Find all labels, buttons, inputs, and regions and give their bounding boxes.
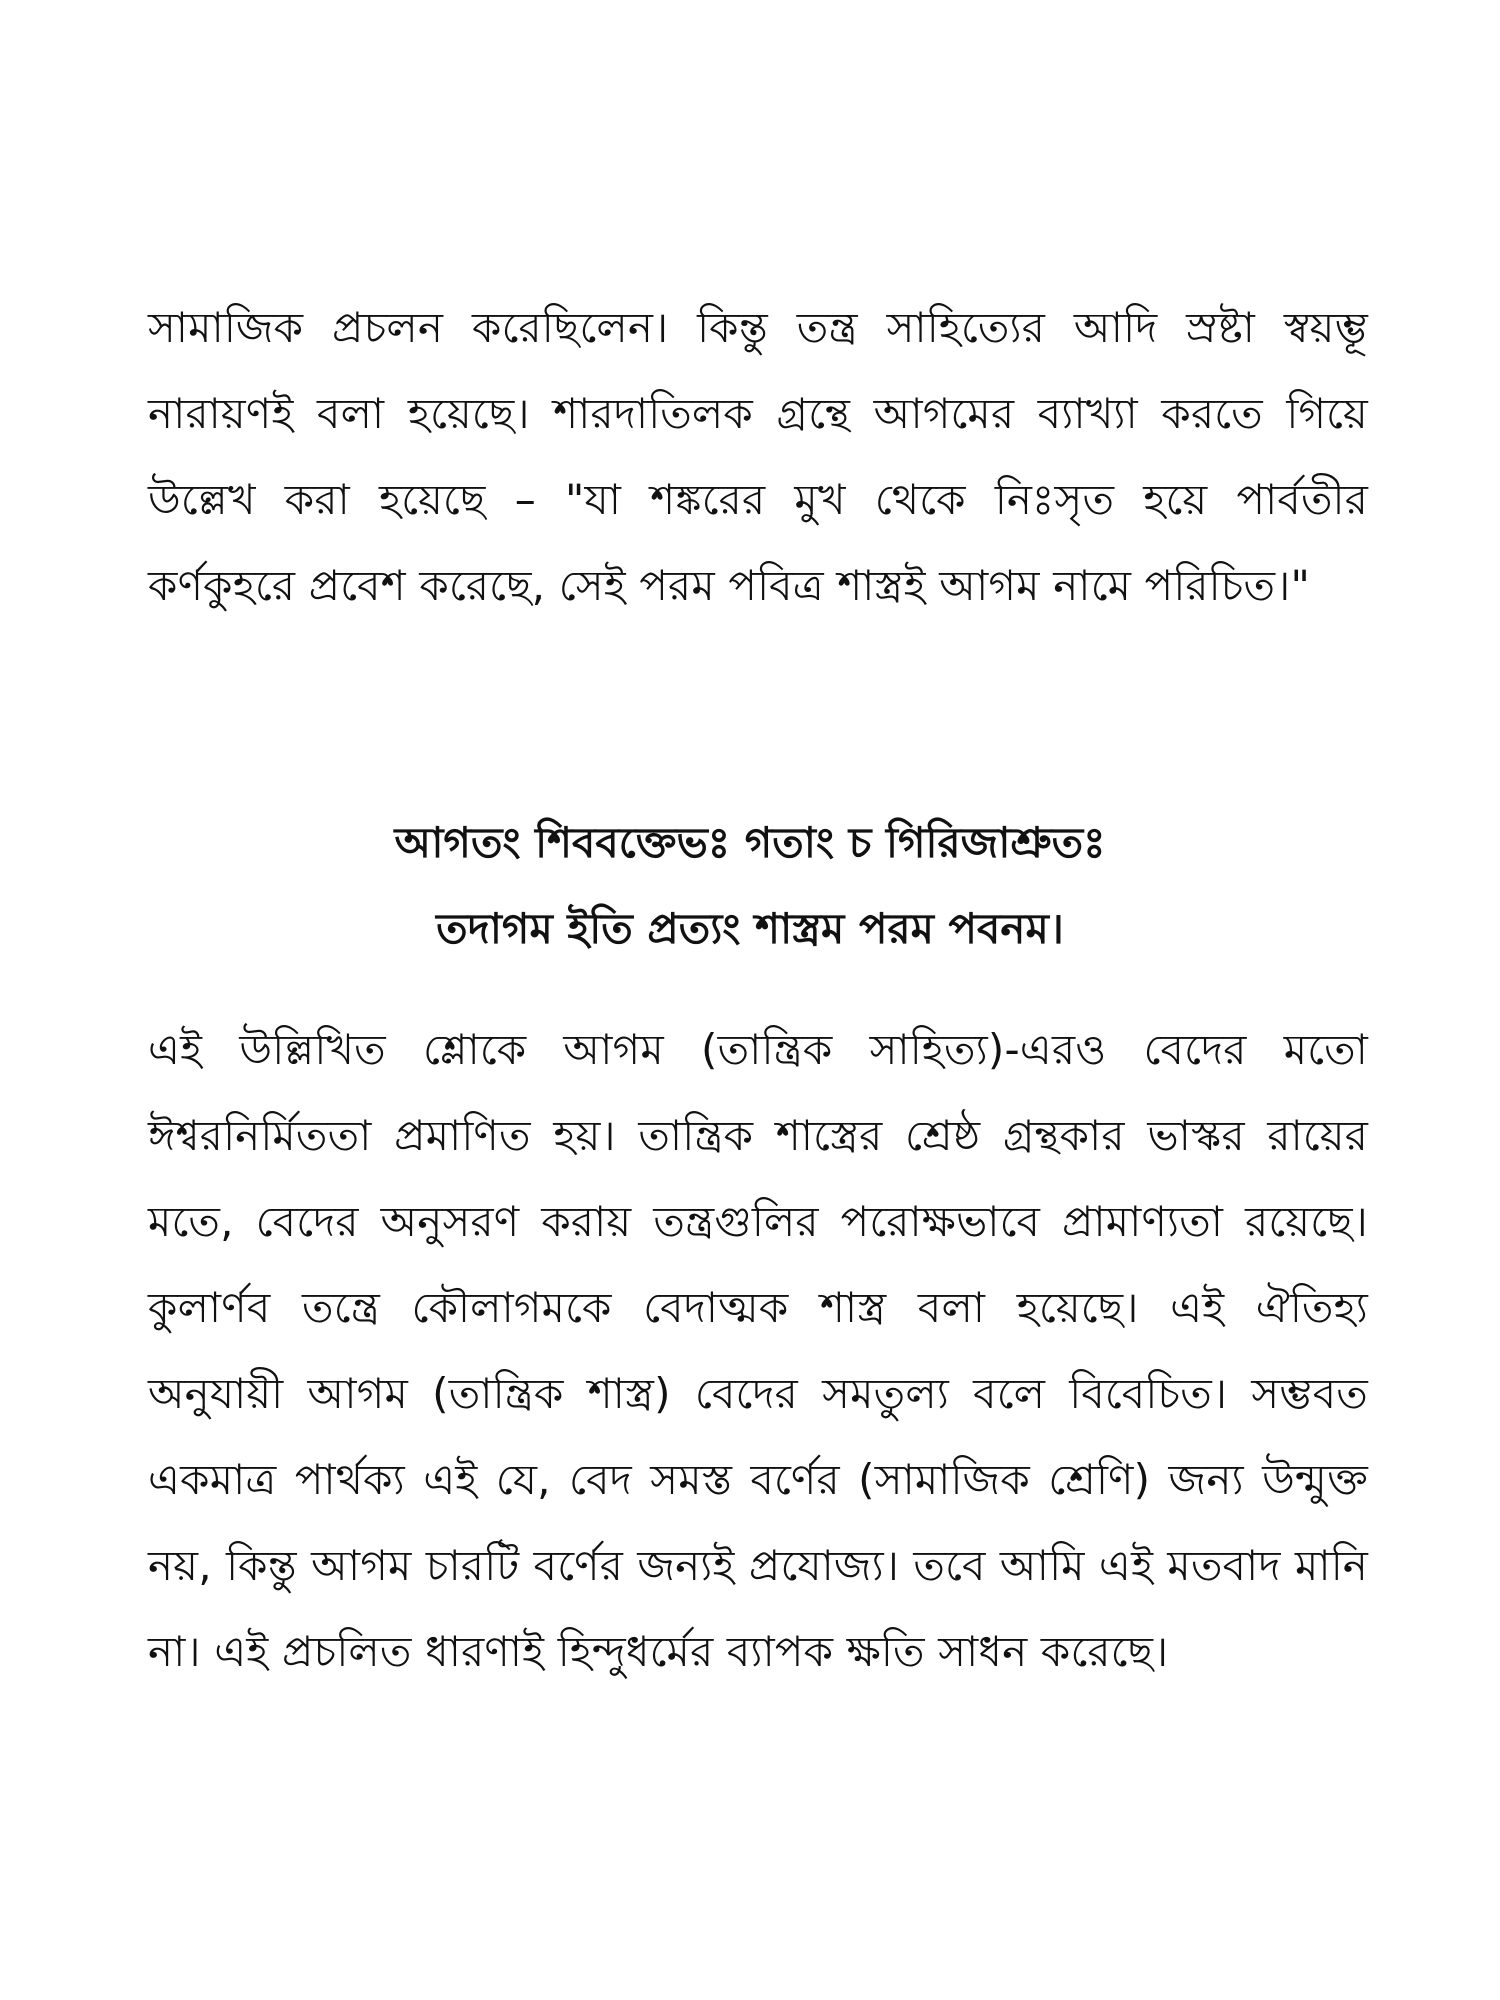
sanskrit-verse [150, 800, 1350, 972]
paragraph-intro: সামাজিক প্রচলন করেছিলেন। কিন্তু তন্ত্র সাহিত্যের আদি স্রষ্টা স্বয়ম্ভূ নারায়ণই বলা হয়েছে। শারদাতিলক গ্রন্থে আগমের ব্যাখ্যা করতে গিয়ে উল্লেখ করা হয়েছে – "যা শঙ্করের মুখ থেকে নিঃসৃত হয়ে পার্বতীর কর্ণকুহরে প্রবেশ করেছে, সেই পরম পবিত্র শাস্ত্রই আগম নামে পরিচিত।" [148, 303, 1368, 610]
verse-line-1: আগতং শিববক্তেভঃ গতাং চ গিরিজাশ্রুতঃ [394, 818, 1106, 867]
paragraph-commentary: এই উল্লিখিত শ্লোকে আগম (তান্ত্রিক সাহিত্য)-এরও বেদের মতো ঈশ্বরনির্মিততা প্রমাণিত হয়। তান্ত্রিক শাস্ত্রের শ্রেষ্ঠ গ্রন্থকার ভাস্কর রায়ের মতে, বেদের অনুসরণ করায় তন্ত্রগুলির পরোক্ষভাবে প্রামাণ্যতা রয়েছে। কুলার্ণব তন্ত্রে কৌলাগমকে বেদাত্মক শাস্ত্র বলা হয়েছে। এই ঐতিহ্য অনুযায়ী আগম (তান্ত্রিক শাস্ত্র) বেদের সমতুল্য বলে বিবেচিত। সম্ভবত একমাত্র পার্থক্য এই যে, বেদ সমস্ত বর্ণের (সামাজিক শ্রেণি) জন্য উন্মুক্ত নয়, কিন্তু আগম চারটি বর্ণের জন্যই প্রযোজ্য। তবে আমি এই মতবাদ মানি না। এই প্রচলিত ধারণাই হিন্দুধর্মের ব্যাপক ক্ষতি সাধন করেছে। [148, 1025, 1368, 1676]
verse-line-2: তদাগম ইতি প্রত্যং শাস্ত্রম পরম পবনম। [436, 904, 1064, 953]
